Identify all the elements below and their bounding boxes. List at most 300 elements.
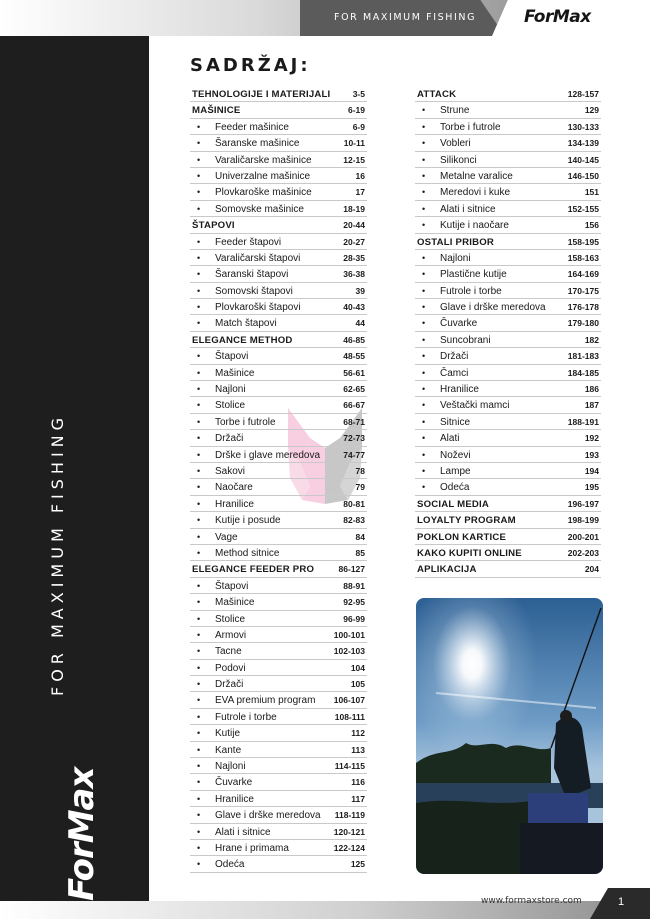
- toc-entry-pages: 193: [584, 449, 599, 460]
- header-tagline: FOR MAXIMUM FISHING: [334, 12, 477, 23]
- toc-entry-row[interactable]: [190, 578, 367, 594]
- toc-entry-row[interactable]: [190, 234, 367, 250]
- bullet-icon: •: [422, 482, 426, 493]
- toc-entry-label: Mašinice: [215, 597, 255, 609]
- toc-entry-label: ŠTAPOVI: [192, 220, 235, 232]
- toc-entry-pages: 96-99: [343, 613, 365, 624]
- toc-entry-pages: 79: [355, 482, 365, 493]
- bullet-icon: •: [422, 203, 426, 214]
- bullet-icon: •: [422, 334, 426, 345]
- toc-entry-row[interactable]: [415, 217, 601, 233]
- bullet-icon: •: [197, 449, 201, 460]
- toc-entry-label: Varaličarske mašinice: [215, 154, 312, 166]
- bullet-icon: •: [197, 711, 201, 722]
- bullet-icon: •: [197, 842, 201, 853]
- bullet-icon: •: [197, 351, 201, 362]
- toc-section-row[interactable]: [415, 86, 601, 102]
- bullet-icon: •: [197, 679, 201, 690]
- toc-entry-label: Naočare: [215, 482, 253, 494]
- toc-entry-pages: 106-107: [333, 695, 365, 706]
- toc-entry-label: Alati: [440, 433, 460, 445]
- toc-entry-label: Torbe i futrole: [440, 121, 501, 133]
- toc-entry-pages: 156: [584, 220, 599, 231]
- toc-entry-pages: 86-127: [338, 564, 365, 575]
- toc-entry-row[interactable]: [190, 365, 367, 381]
- toc-entry-label: Lampe: [440, 465, 471, 477]
- toc-entry-label: Futrole i torbe: [215, 711, 277, 723]
- toc-entry-row[interactable]: [415, 332, 601, 348]
- toc-entry-pages: 134-139: [567, 138, 599, 149]
- bullet-icon: •: [197, 400, 201, 411]
- toc-entry-row[interactable]: [415, 283, 601, 299]
- toc-entry-label: Sakovi: [215, 465, 246, 477]
- toc-left-column: [190, 86, 367, 873]
- toc-entry-label: Čuvarke: [215, 777, 253, 789]
- bullet-icon: •: [197, 646, 201, 657]
- toc-entry-row[interactable]: [415, 184, 601, 200]
- toc-entry-row[interactable]: [190, 447, 367, 463]
- toc-entry-label: Futrole i torbe: [440, 285, 502, 297]
- toc-entry-row[interactable]: [190, 201, 367, 217]
- toc-entry-label: Feeder štapovi: [215, 236, 282, 248]
- toc-entry-pages: 44: [355, 318, 365, 329]
- toc-entry-label: Štapovi: [215, 351, 249, 363]
- bullet-icon: •: [422, 400, 426, 411]
- toc-entry-pages: 114-115: [334, 761, 365, 772]
- toc-entry-pages: 28-35: [343, 252, 365, 263]
- toc-entry-row[interactable]: [190, 529, 367, 545]
- toc-entry-row[interactable]: [190, 463, 367, 479]
- toc-entry-pages: 196-197: [567, 498, 599, 509]
- bullet-icon: •: [197, 793, 201, 804]
- bullet-icon: •: [422, 302, 426, 313]
- toc-entry-label: Univerzalne mašinice: [215, 170, 311, 182]
- toc-entry-label: MAŠINICE: [192, 105, 241, 117]
- toc-entry-pages: 158-163: [567, 252, 599, 263]
- toc-entry-label: KAKO KUPITI ONLINE: [417, 547, 522, 559]
- toc-entry-row[interactable]: [190, 430, 367, 446]
- toc-entry-pages: 20-27: [343, 236, 365, 247]
- bullet-icon: •: [422, 416, 426, 427]
- toc-entry-pages: 3-5: [352, 89, 365, 99]
- toc-entry-row[interactable]: [415, 479, 601, 495]
- toc-entry-label: Hrane i primama: [215, 842, 289, 854]
- toc-entry-row[interactable]: [190, 840, 367, 856]
- sidebar-logo: ForMax: [62, 767, 102, 901]
- toc-entry-label: Hranilice: [215, 793, 254, 805]
- toc-entry-row[interactable]: [190, 184, 367, 200]
- toc-section-row[interactable]: [415, 512, 601, 528]
- toc-entry-pages: 179-180: [567, 318, 599, 329]
- toc-entry-pages: 48-55: [343, 351, 365, 362]
- toc-entry-pages: 140-145: [567, 154, 599, 165]
- bullet-icon: •: [197, 302, 201, 313]
- toc-entry-label: Držači: [215, 433, 244, 445]
- toc-section-row[interactable]: [190, 217, 367, 233]
- toc-entry-label: Najloni: [215, 761, 246, 773]
- toc-entry-label: Match štapovi: [215, 318, 277, 330]
- toc-entry-pages: 105: [350, 679, 365, 690]
- toc-entry-row[interactable]: [190, 299, 367, 315]
- bullet-icon: •: [197, 515, 201, 526]
- bullet-icon: •: [197, 433, 201, 444]
- toc-entry-row[interactable]: [190, 676, 367, 692]
- toc-entry-pages: 117: [351, 793, 365, 804]
- toc-entry-label: Method sitnice: [215, 547, 280, 559]
- toc-entry-pages: 36-38: [343, 269, 365, 280]
- bullet-icon: •: [197, 859, 201, 870]
- toc-entry-pages: 88-91: [343, 580, 365, 591]
- bullet-icon: •: [422, 351, 426, 362]
- toc-entry-pages: 85: [355, 547, 365, 558]
- bullet-icon: •: [422, 105, 426, 116]
- toc-entry-row[interactable]: [415, 119, 601, 135]
- toc-entry-label: Mašinice: [215, 367, 255, 379]
- toc-entry-label: Kante: [215, 744, 242, 756]
- toc-entry-pages: 122-124: [333, 842, 365, 853]
- toc-entry-row[interactable]: [190, 250, 367, 266]
- toc-entry-label: Glave i drške meredova: [215, 810, 321, 822]
- toc-entry-pages: 200-201: [567, 531, 599, 542]
- toc-entry-pages: 78: [355, 465, 365, 476]
- toc-entry-row[interactable]: [190, 807, 367, 823]
- bullet-icon: •: [197, 465, 201, 476]
- toc-entry-pages: 192: [584, 433, 599, 444]
- bullet-icon: •: [197, 138, 201, 149]
- toc-entry-row[interactable]: [415, 299, 601, 315]
- bullet-icon: •: [197, 695, 201, 706]
- toc-entry-label: Silikonci: [440, 154, 477, 166]
- toc-entry-label: Sitnice: [440, 416, 471, 428]
- toc-entry-row[interactable]: [415, 430, 601, 446]
- toc-entry-label: Odeća: [215, 859, 245, 871]
- toc-entry-pages: 84: [355, 531, 365, 542]
- bullet-icon: •: [197, 416, 201, 427]
- toc-entry-row[interactable]: [190, 545, 367, 561]
- bullet-icon: •: [197, 662, 201, 673]
- bullet-icon: •: [197, 498, 201, 509]
- toc-entry-pages: 6-19: [347, 105, 365, 116]
- toc-entry-label: Šaranske mašinice: [215, 138, 300, 150]
- toc-entry-label: Najloni: [215, 384, 246, 396]
- toc-entry-label: Stolice: [215, 400, 246, 412]
- toc-entry-pages: 130-133: [567, 121, 599, 132]
- toc-entry-row[interactable]: [415, 250, 601, 266]
- bullet-icon: •: [422, 154, 426, 165]
- toc-entry-row[interactable]: [190, 348, 367, 364]
- toc-entry-pages: 158-195: [567, 236, 599, 247]
- bullet-icon: •: [422, 285, 426, 296]
- toc-section-row[interactable]: [190, 561, 367, 577]
- toc-entry-pages: 112: [351, 728, 365, 739]
- toc-entry-row[interactable]: [190, 856, 367, 872]
- toc-entry-label: Drške i glave meredova: [215, 449, 321, 461]
- toc-entry-label: Držači: [440, 351, 469, 363]
- toc-entry-label: Odeća: [440, 482, 470, 494]
- bullet-icon: •: [197, 285, 201, 296]
- bullet-icon: •: [197, 531, 201, 542]
- bullet-icon: •: [422, 121, 426, 132]
- toc-entry-row[interactable]: [190, 611, 367, 627]
- toc-entry-pages: 82-83: [343, 515, 365, 526]
- toc-entry-row[interactable]: [190, 774, 367, 790]
- toc-entry-label: TEHNOLOGIJE I MATERIJALI: [192, 89, 331, 100]
- toc-entry-pages: 100-101: [333, 629, 365, 640]
- toc-entry-pages: 170-175: [567, 285, 599, 296]
- bullet-icon: •: [422, 252, 426, 263]
- bullet-icon: •: [422, 433, 426, 444]
- toc-section-row[interactable]: [415, 561, 601, 577]
- bullet-icon: •: [197, 384, 201, 395]
- toc-entry-pages: 195: [584, 482, 599, 493]
- toc-entry-label: Držači: [215, 679, 244, 691]
- toc-entry-label: Hranilice: [215, 498, 254, 510]
- bullet-icon: •: [422, 187, 426, 198]
- toc-entry-pages: 12-15: [343, 154, 365, 165]
- toc-entry-pages: 10-11: [343, 138, 365, 149]
- toc-entry-row[interactable]: [415, 365, 601, 381]
- toc-entry-row[interactable]: [190, 709, 367, 725]
- toc-entry-pages: 188-191: [567, 416, 599, 427]
- toc-entry-pages: 39: [355, 285, 365, 296]
- toc-entry-pages: 62-65: [343, 384, 365, 395]
- bullet-icon: •: [197, 170, 201, 181]
- bullet-icon: •: [422, 170, 426, 181]
- bullet-icon: •: [197, 761, 201, 772]
- toc-entry-pages: 181-183: [567, 351, 599, 362]
- toc-entry-pages: 6-9: [352, 121, 365, 132]
- toc-entry-row[interactable]: [190, 512, 367, 528]
- toc-entry-pages: 102-103: [333, 646, 365, 657]
- toc-entry-pages: 164-169: [567, 269, 599, 280]
- toc-entry-label: EVA premium program: [215, 695, 316, 707]
- toc-entry-label: POKLON KARTICE: [417, 531, 507, 543]
- toc-entry-label: OSTALI PRIBOR: [417, 236, 495, 248]
- bullet-icon: •: [197, 547, 201, 558]
- toc-entry-row[interactable]: [415, 102, 601, 118]
- toc-entry-row[interactable]: [190, 594, 367, 610]
- toc-entry-label: ELEGANCE FEEDER PRO: [192, 564, 315, 576]
- toc-entry-label: Torbe i futrole: [215, 416, 276, 428]
- toc-entry-row[interactable]: [190, 692, 367, 708]
- toc-entry-pages: 184-185: [567, 367, 599, 378]
- toc-entry-row[interactable]: [190, 168, 367, 184]
- header-logo[interactable]: ForMax: [524, 7, 591, 27]
- toc-entry-pages: 194: [584, 465, 599, 476]
- toc-entry-label: ATTACK: [417, 89, 457, 100]
- toc-entry-label: Noževi: [440, 449, 471, 461]
- bullet-icon: •: [422, 318, 426, 329]
- sidebar-tagline: FOR MAXIMUM FISHING: [48, 412, 67, 696]
- bullet-icon: •: [197, 269, 201, 280]
- toc-entry-row[interactable]: [415, 463, 601, 479]
- toc-entry-row[interactable]: [190, 824, 367, 840]
- toc-entry-row[interactable]: [190, 283, 367, 299]
- toc-section-row[interactable]: [190, 86, 367, 102]
- toc-entry-pages: 186: [584, 384, 599, 395]
- toc-entry-pages: 16: [355, 170, 365, 181]
- toc-entry-row[interactable]: [190, 315, 367, 331]
- toc-entry-row[interactable]: [190, 725, 367, 741]
- toc-entry-label: Plastične kutije: [440, 269, 507, 281]
- toc-entry-pages: 104: [350, 662, 365, 673]
- toc-entry-pages: 118-119: [334, 810, 365, 821]
- toc-entry-row[interactable]: [190, 381, 367, 397]
- toc-entry-pages: 202-203: [567, 547, 599, 558]
- toc-entry-pages: 116: [351, 777, 365, 788]
- toc-entry-label: Kutije: [215, 728, 241, 740]
- bullet-icon: •: [197, 744, 201, 755]
- toc-entry-row[interactable]: [190, 266, 367, 282]
- angler-photo: [416, 598, 603, 874]
- toc-entry-label: Kutije i posude: [215, 515, 281, 527]
- toc-entry-pages: 129: [584, 105, 599, 116]
- toc-entry-label: Najloni: [440, 252, 471, 264]
- toc-entry-pages: 80-81: [343, 498, 365, 509]
- toc-entry-pages: 187: [584, 400, 599, 411]
- toc-entry-label: Vobleri: [440, 138, 471, 150]
- toc-entry-label: Glave i drške meredova: [440, 302, 546, 314]
- toc-entry-pages: 20-44: [343, 220, 365, 231]
- toc-entry-row[interactable]: [190, 791, 367, 807]
- toc-entry-pages: 152-155: [567, 203, 599, 214]
- bullet-icon: •: [197, 728, 201, 739]
- bullet-icon: •: [197, 580, 201, 591]
- toc-entry-pages: 108-111: [334, 711, 365, 722]
- toc-entry-row[interactable]: [415, 152, 601, 168]
- toc-entry-row[interactable]: [190, 627, 367, 643]
- toc-entry-row[interactable]: [415, 315, 601, 331]
- toc-entry-label: Alati i sitnice: [440, 203, 496, 215]
- toc-entry-row[interactable]: [190, 758, 367, 774]
- toc-entry-label: SOCIAL MEDIA: [417, 498, 490, 510]
- toc-entry-label: Armovi: [215, 629, 247, 641]
- toc-entry-label: Čamci: [440, 367, 469, 379]
- toc-entry-row[interactable]: [190, 152, 367, 168]
- toc-entry-label: Plovkaroški štapovi: [215, 302, 301, 314]
- toc-entry-row[interactable]: [415, 266, 601, 282]
- bullet-icon: •: [197, 121, 201, 132]
- toc-section-row[interactable]: [415, 234, 601, 250]
- toc-entry-row[interactable]: [190, 135, 367, 151]
- toc-entry-row[interactable]: [415, 135, 601, 151]
- toc-entry-label: Suncobrani: [440, 334, 491, 346]
- toc-entry-row[interactable]: [190, 119, 367, 135]
- toc-section-row[interactable]: [415, 529, 601, 545]
- page-number: 1: [618, 896, 625, 908]
- toc-entry-row[interactable]: [415, 348, 601, 364]
- page-title: SADRŽAJ:: [190, 55, 311, 76]
- toc-entry-pages: 151: [584, 187, 599, 198]
- toc-entry-row[interactable]: [415, 447, 601, 463]
- bullet-icon: •: [422, 367, 426, 378]
- toc-entry-label: Čuvarke: [440, 318, 478, 330]
- toc-entry-label: Somovske mašinice: [215, 203, 304, 215]
- toc-entry-label: Vage: [215, 531, 238, 543]
- toc-section-row[interactable]: [415, 496, 601, 512]
- bullet-icon: •: [422, 465, 426, 476]
- toc-entry-row[interactable]: [415, 397, 601, 413]
- toc-entry-row[interactable]: [190, 660, 367, 676]
- toc-entry-pages: 74-77: [343, 449, 365, 460]
- toc-entry-row[interactable]: [190, 414, 367, 430]
- toc-entry-pages: 176-178: [567, 302, 599, 313]
- toc-entry-pages: 66-67: [343, 400, 365, 411]
- toc-entry-pages: 204: [584, 564, 599, 575]
- bullet-icon: •: [197, 810, 201, 821]
- bullet-icon: •: [422, 269, 426, 280]
- toc-entry-label: Somovski štapovi: [215, 285, 293, 297]
- toc-entry-pages: 17: [355, 187, 365, 198]
- bullet-icon: •: [197, 318, 201, 329]
- toc-entry-pages: 56-61: [343, 367, 365, 378]
- toc-entry-label: Tacne: [215, 646, 242, 658]
- bullet-icon: •: [197, 826, 201, 837]
- toc-entry-row[interactable]: [415, 414, 601, 430]
- bullet-icon: •: [197, 482, 201, 493]
- toc-entry-pages: 125: [350, 859, 365, 870]
- toc-entry-pages: 92-95: [343, 597, 365, 608]
- toc-section-row[interactable]: [415, 545, 601, 561]
- bullet-icon: •: [197, 187, 201, 198]
- toc-entry-pages: 146-150: [567, 170, 599, 181]
- website-link[interactable]: www.formaxstore.com: [481, 896, 582, 906]
- toc-entry-row[interactable]: [190, 643, 367, 659]
- sidebar: [0, 36, 149, 901]
- toc-entry-label: Štapovi: [215, 580, 249, 592]
- toc-entry-pages: 72-73: [343, 433, 365, 444]
- toc-entry-label: Veštački mamci: [440, 400, 510, 412]
- toc-entry-label: Podovi: [215, 662, 246, 674]
- toc-entry-label: Alati i sitnice: [215, 826, 271, 838]
- bullet-icon: •: [197, 597, 201, 608]
- toc-entry-pages: 68-71: [343, 416, 365, 427]
- toc-entry-label: Šaranski štapovi: [215, 269, 289, 281]
- bullet-icon: •: [197, 203, 201, 214]
- bullet-icon: •: [422, 220, 426, 231]
- toc-entry-row[interactable]: [415, 168, 601, 184]
- toc-entry-label: Strune: [440, 105, 470, 117]
- toc-entry-label: LOYALTY PROGRAM: [417, 515, 516, 527]
- toc-section-row[interactable]: [190, 332, 367, 348]
- toc-entry-row[interactable]: [190, 496, 367, 512]
- toc-entry-row[interactable]: [190, 742, 367, 758]
- toc-entry-pages: 120-121: [333, 826, 365, 837]
- toc-entry-row[interactable]: [415, 381, 601, 397]
- toc-entry-pages: 182: [584, 334, 599, 345]
- bullet-icon: •: [422, 138, 426, 149]
- toc-right-column: [415, 86, 601, 578]
- toc-entry-pages: 46-85: [343, 334, 365, 345]
- toc-entry-label: Meredovi i kuke: [440, 187, 511, 199]
- toc-entry-row[interactable]: [415, 201, 601, 217]
- toc-entry-row[interactable]: [190, 479, 367, 495]
- toc-entry-label: Stolice: [215, 613, 246, 625]
- toc-entry-label: Varaličarski štapovi: [215, 252, 301, 264]
- bullet-icon: •: [197, 613, 201, 624]
- toc-entry-pages: 128-157: [567, 89, 599, 99]
- toc-section-row[interactable]: [190, 102, 367, 118]
- toc-entry-label: APLIKACIJA: [417, 564, 477, 576]
- toc-entry-pages: 40-43: [343, 302, 365, 313]
- bullet-icon: •: [422, 384, 426, 395]
- toc-entry-label: Feeder mašinice: [215, 121, 289, 133]
- bullet-icon: •: [197, 777, 201, 788]
- toc-entry-label: ELEGANCE METHOD: [192, 334, 293, 346]
- bullet-icon: •: [197, 154, 201, 165]
- toc-entry-pages: 113: [351, 744, 365, 755]
- toc-entry-row[interactable]: [190, 397, 367, 413]
